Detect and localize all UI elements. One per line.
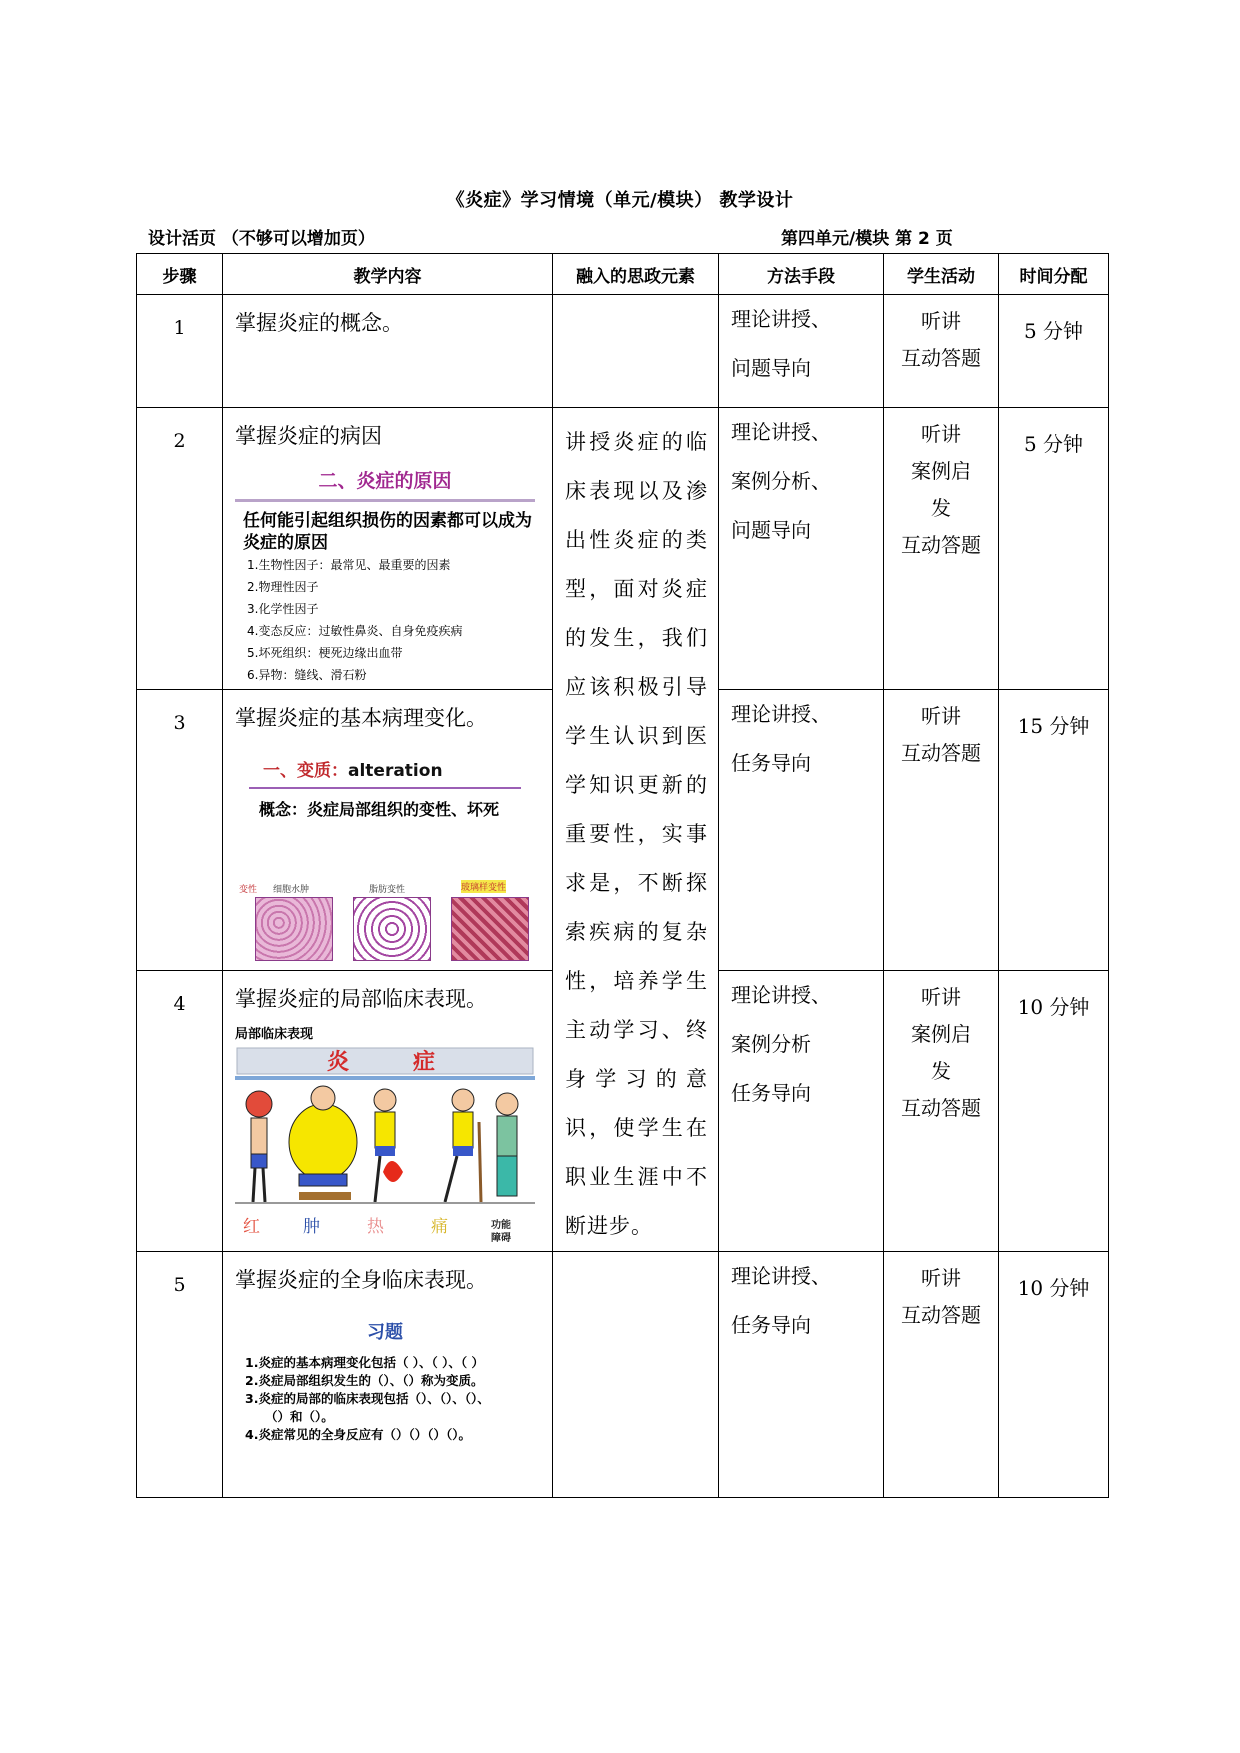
quiz-question: 4.炎症常见的全身反应有（）（）（）（）。 [245, 1427, 471, 1442]
activity-line: 互动答题 [901, 346, 981, 370]
slide-divider [235, 499, 535, 502]
method-line: 任务导向 [731, 1313, 811, 1337]
content-label: 掌握炎症的局部临床表现。 [235, 986, 487, 1011]
content-label: 掌握炎症的病因 [235, 424, 382, 448]
method-line: 理论讲授、 [731, 420, 831, 444]
time-cell: 5 分钟 [999, 295, 1109, 408]
activity-line: 案例启 [911, 1021, 971, 1046]
content-text [223, 1252, 553, 1498]
content-text [223, 408, 553, 690]
sign-label: 障碍 [491, 1232, 511, 1244]
table-row [137, 1252, 1109, 1498]
activity-line: 听讲 [921, 422, 961, 446]
step-number: 4 [137, 970, 223, 1251]
method-line: 任务导向 [731, 751, 811, 775]
step-number: 3 [137, 690, 223, 971]
activity-cell [884, 1252, 999, 1498]
tissue-caption: 细胞水肿 [273, 885, 310, 895]
method-line: 案例分析、 [731, 469, 831, 493]
method-line: 任务导向 [731, 1080, 811, 1105]
activity-line: 听讲 [921, 704, 961, 728]
slide-causes [235, 460, 535, 682]
step-number: 1 [137, 295, 223, 408]
slide-quiz [235, 1304, 535, 1472]
step-number: 5 [137, 1252, 223, 1498]
sign-label: 热 [367, 1216, 384, 1237]
table-row [137, 408, 1109, 690]
tissue-caption: 玻璃样变性 [461, 880, 506, 893]
slide-divider [249, 787, 521, 789]
activity-line: 案例启 [911, 459, 971, 483]
header-row [137, 254, 1109, 295]
method-cell [719, 1252, 884, 1498]
method-cell [719, 408, 884, 690]
sign-label: 痛 [431, 1216, 448, 1237]
method-line: 理论讲授、 [731, 307, 831, 331]
slide-item: 4.变态反应：过敏性鼻炎、自身免疫疾病 [247, 624, 463, 638]
method-line: 问题导向 [731, 518, 811, 542]
activity-cell [884, 970, 999, 1251]
slide-item: 5.坏死组织：梗死边缘出血带 [247, 646, 403, 660]
header-ideo: 融入的思政元素 [553, 254, 719, 295]
subheader-left: 设计活页 （不够可以增加页） [148, 229, 375, 249]
method-line: 案例分析 [731, 1031, 811, 1056]
slide-heading: 二、炎症的原因 [318, 470, 452, 492]
ideo-cell-empty [553, 1252, 719, 1498]
content-label: 掌握炎症的概念。 [235, 311, 403, 335]
time-cell: 15 分钟 [999, 690, 1109, 971]
slide-item: 1.生物性因子：最常见、最重要的因素 [247, 558, 451, 572]
slide-item: 3.化学性因子 [247, 602, 319, 616]
slide-item: 6.异物：缝线、滑石粉 [247, 668, 367, 682]
ideo-cell-empty [553, 295, 719, 408]
tissue-image [451, 897, 529, 961]
method-line: 理论讲授、 [731, 982, 831, 1007]
time-cell: 5 分钟 [999, 408, 1109, 690]
activity-line: 互动答题 [901, 1303, 981, 1327]
header-activity: 学生活动 [884, 254, 999, 295]
cartoon-figures-illustration [235, 1042, 535, 1248]
time-cell: 10 分钟 [999, 1252, 1109, 1498]
slide-heading-cn: 一、变质： [263, 761, 348, 781]
time-cell: 10 分钟 [999, 970, 1109, 1251]
tissue-caption: 脂肪变性 [369, 885, 406, 895]
tissue-image [353, 897, 431, 961]
content-label: 掌握炎症的基本病理变化。 [235, 706, 487, 730]
content-text [223, 295, 553, 408]
activity-line: 互动答题 [901, 741, 981, 765]
activity-line: 听讲 [921, 984, 961, 1009]
quiz-question: 2.炎症局部组织发生的（）、（）称为变质。 [245, 1373, 484, 1388]
lesson-table [136, 253, 1109, 1498]
quiz-question: 3.炎症的局部的临床表现包括（）、（）、（）、 [245, 1391, 490, 1406]
slide-heading: 局部临床表现 [235, 1026, 314, 1042]
slide-alteration [235, 742, 535, 960]
slide-heading-en: alteration [348, 761, 443, 781]
slide-heading [235, 742, 535, 781]
activity-line: 听讲 [921, 1266, 961, 1290]
slide-local-signs [235, 1023, 535, 1247]
slide-heading: 习题 [367, 1322, 403, 1343]
content-text [223, 690, 553, 971]
banner-char: 症 [413, 1049, 436, 1075]
step-number: 2 [137, 408, 223, 690]
activity-cell [884, 408, 999, 690]
header-content: 教学内容 [223, 254, 553, 295]
activity-line: 发 [931, 1058, 951, 1083]
activity-cell [884, 295, 999, 408]
quiz-question: （）和（）。 [265, 1409, 334, 1424]
slide-lead: 任何能引起组织损伤的因素都可以成为炎症的原因 [243, 511, 532, 553]
header-time: 时间分配 [999, 254, 1109, 295]
method-cell [719, 970, 884, 1251]
tissue-caption: 变性 [239, 885, 258, 895]
activity-cell [884, 690, 999, 971]
sign-label: 功能 [491, 1219, 511, 1231]
activity-line: 发 [931, 496, 951, 520]
ideo-text: 讲授炎症的临床表现以及渗出性炎症的类型，面对炎症的发生，我们应该积极引导学生认识到医学知识更新的重要性，实事求是，不断探索疾病的复杂性，培养学生主动学习、终身学习的意识，使学生在职业生涯中不断进步。 [553, 408, 719, 1252]
header-step: 步骤 [137, 254, 223, 295]
header-method: 方法手段 [719, 254, 884, 295]
method-line: 理论讲授、 [731, 702, 831, 726]
content-label: 掌握炎症的全身临床表现。 [235, 1268, 487, 1292]
subheader-right: 第四单元/模块 第 2 页 [781, 229, 953, 249]
slide-item: 2.物理性因子 [247, 580, 319, 594]
slide-concept: 概念：炎症局部组织的变性、坏死 [259, 800, 500, 819]
tissue-image [255, 897, 333, 961]
banner-char: 炎 [327, 1049, 350, 1075]
activity-line: 互动答题 [901, 1095, 981, 1120]
document-title: 《炎症》学习情境（单元/模块） 教学设计 [446, 190, 794, 211]
method-line: 问题导向 [731, 356, 811, 380]
method-cell [719, 295, 884, 408]
table-row [137, 295, 1109, 408]
sign-label: 肿 [303, 1216, 320, 1237]
quiz-question: 1.炎症的基本病理变化包括（ ）、（ ）、（ ） [245, 1355, 485, 1370]
content-text [223, 970, 553, 1251]
activity-line: 听讲 [921, 309, 961, 333]
method-cell [719, 690, 884, 971]
sign-label: 红 [243, 1216, 260, 1237]
activity-line: 互动答题 [901, 533, 981, 557]
method-line: 理论讲授、 [731, 1264, 831, 1288]
